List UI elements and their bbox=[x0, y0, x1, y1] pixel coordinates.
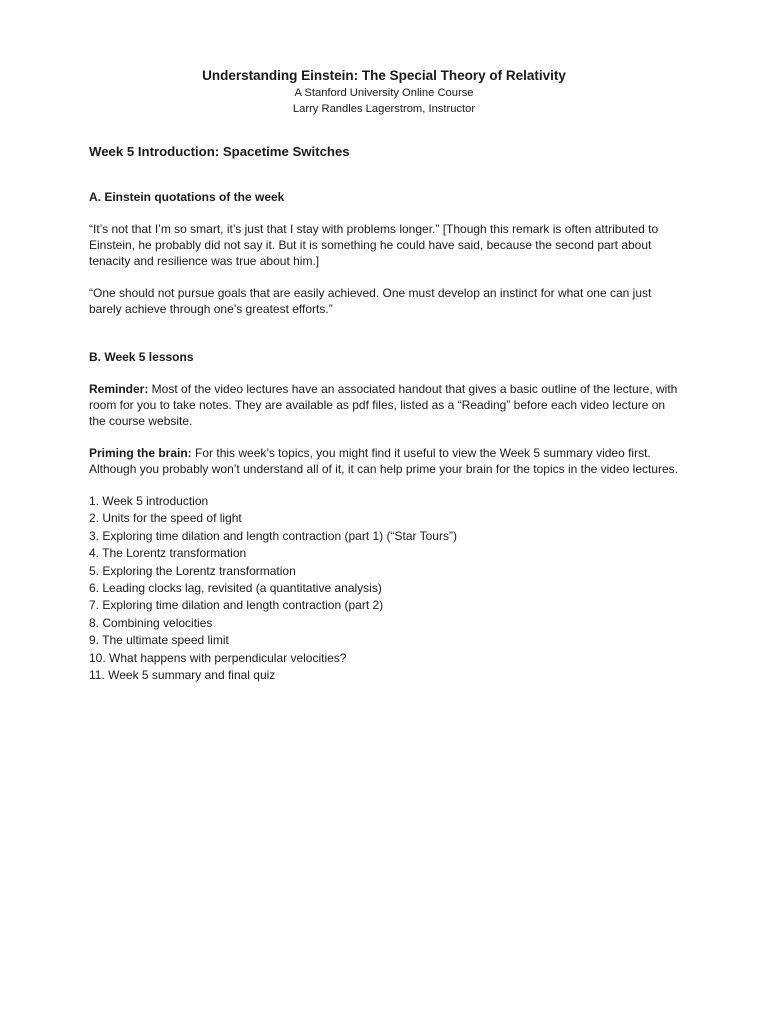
reminder-text: Most of the video lectures have an associated handout that gives a basic outline of the lecture, with room for you to take notes. They are available as pdf files, listed as a “Reading” before each video lecture on the course website. bbox=[89, 382, 678, 428]
lesson-item: 3. Exploring time dilation and length contraction (part 1) (“Star Tours”) bbox=[89, 528, 457, 543]
reminder-paragraph bbox=[89, 381, 679, 429]
lesson-item: 1. Week 5 introduction bbox=[89, 494, 209, 508]
lesson-item: 4. The Lorentz transformation bbox=[89, 546, 247, 561]
lesson-item: 6. Leading clocks lag, revisited (a quantitative analysis) bbox=[89, 581, 382, 596]
lesson-item: 9. The ultimate speed limit bbox=[89, 633, 229, 648]
course-subtitle: A Stanford University Online Course bbox=[294, 87, 474, 99]
section-b-heading: B. Week 5 lessons bbox=[89, 350, 194, 364]
reminder-lead: Reminder: bbox=[89, 382, 149, 396]
lesson-item: 5. Exploring the Lorentz transformation bbox=[89, 563, 296, 578]
lesson-item: 7. Exploring time dilation and length contraction (part 2) bbox=[89, 598, 384, 613]
priming-paragraph bbox=[89, 445, 679, 477]
lesson-item: 2. Units for the speed of light bbox=[89, 511, 242, 526]
title-block bbox=[89, 66, 679, 117]
priming-text: For this week’s topics, you might find it useful to view the Week 5 summary video first. Although you probably won’t understand all of it, it can help prime your brain for the topics in the video lectures. bbox=[89, 446, 679, 476]
lesson-item: 11. Week 5 summary and final quiz bbox=[89, 668, 276, 683]
section-a-heading: A. Einstein quotations of the week bbox=[89, 190, 285, 204]
priming-lead: Priming the brain: bbox=[89, 446, 192, 460]
document-page bbox=[89, 66, 679, 684]
instructor-line: Larry Randles Lagerstrom, Instructor bbox=[292, 103, 476, 115]
quote-2: “One should not pursue goals that are easily achieved. One must develop an instinct for what one can just barely achieve through one’s greatest efforts.” bbox=[89, 286, 652, 316]
quote-1: “It’s not that I’m so smart, it’s just that I stay with problems longer.” [Though this remark is often attributed to Einstein, he probably did not say it. But it is something he could have said, because the second part about tenacity and resilience was true about him.] bbox=[89, 222, 659, 268]
week-heading: Week 5 Introduction: Spacetime Switches bbox=[89, 144, 350, 159]
course-title: Understanding Einstein: The Special Theory of Relativity bbox=[202, 68, 566, 83]
lesson-item: 10. What happens with perpendicular velocities? bbox=[89, 650, 347, 665]
lesson-list bbox=[89, 493, 679, 684]
lesson-item: 8. Combining velocities bbox=[89, 615, 213, 630]
quotations-block bbox=[89, 221, 679, 317]
